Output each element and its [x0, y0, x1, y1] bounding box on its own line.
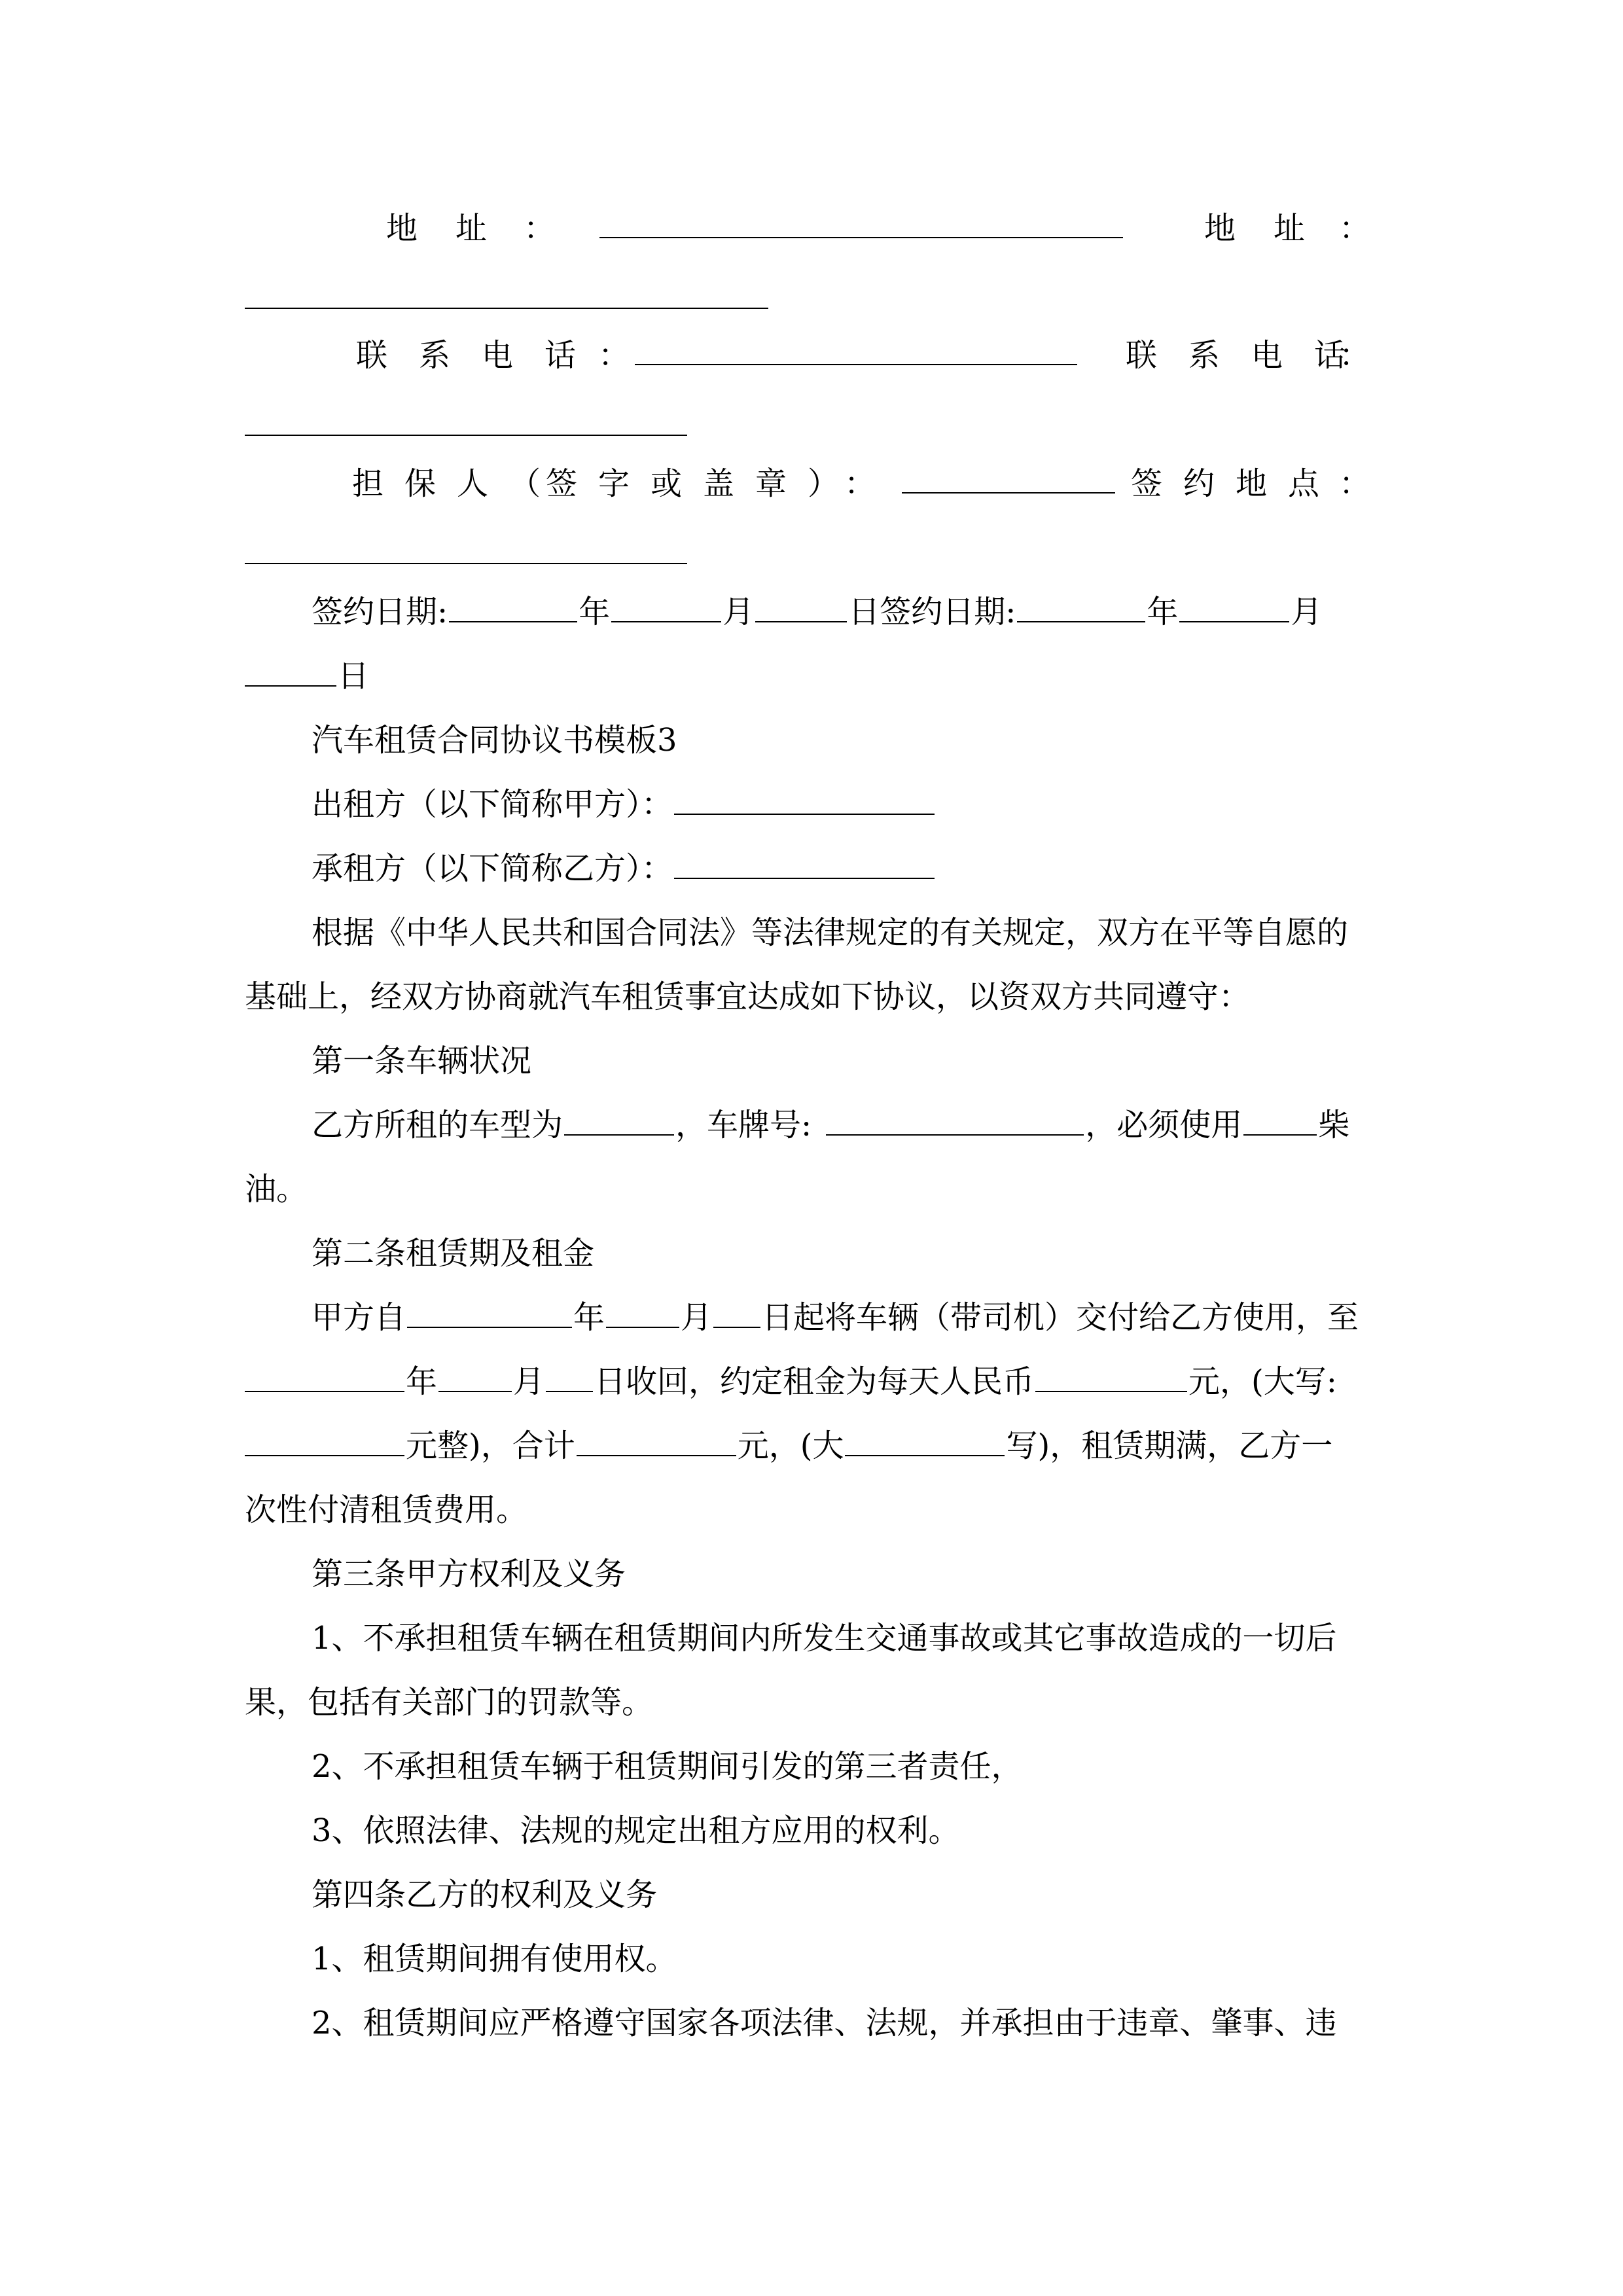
- phone-blank-continued: [245, 435, 687, 436]
- guar-blank: [902, 492, 1115, 493]
- guar-char: 保: [404, 465, 437, 502]
- lessee-label: 承租方（以下简称乙方）：: [312, 850, 673, 887]
- addr-blank: [599, 237, 1123, 238]
- year-label: 年: [1147, 594, 1179, 630]
- addr-char: 址: [1274, 210, 1306, 247]
- addr-char: ：: [524, 210, 556, 247]
- end-day-blank: [546, 1388, 593, 1392]
- article-1-title: 第一条车辆状况: [312, 1043, 532, 1079]
- phone-blank: [635, 364, 1077, 365]
- intro-line-1: 根据《中华人民共和国合同法》等法律规定的有关规定，双方在平等自愿的: [312, 914, 1349, 951]
- payment-text: 写)，租赁期满，乙方一: [1006, 1427, 1333, 1464]
- article-3-item-3: 3、依照法律、法规的规定出租方应用的权利。: [312, 1812, 960, 1849]
- guar-char: ）: [808, 465, 840, 502]
- day-blank: [755, 619, 847, 622]
- handover-text: 日起将车辆（带司机）交付给乙方使用，至: [762, 1299, 1359, 1336]
- sign-date-label: 日签约日期:: [848, 594, 1016, 630]
- total-blank: [577, 1452, 736, 1456]
- addr-char: 地: [386, 210, 418, 247]
- guar-char: 签: [546, 465, 578, 502]
- phone-char: 话: [544, 337, 577, 374]
- article-1-end: 油。: [245, 1171, 308, 1208]
- guar-char: （: [509, 465, 541, 502]
- sign-date-label: 签约日期:: [312, 594, 448, 630]
- lessee-row: [312, 836, 1378, 901]
- total-capital-label: 元，(大: [737, 1427, 844, 1464]
- phone-char: 系: [1188, 337, 1221, 374]
- month-label: 月: [1291, 594, 1323, 630]
- guar-char: 地: [1236, 465, 1268, 502]
- contract-heading: 汽车租赁合同协议书模板3: [312, 722, 677, 759]
- lessor-label: 出租方（以下简称甲方）：: [312, 786, 673, 823]
- guar-char: 章: [755, 465, 787, 502]
- article-4-item-1: 1、租赁期间拥有使用权。: [312, 1941, 677, 1977]
- year-label: 年: [573, 1299, 605, 1336]
- month-label: 月: [722, 594, 755, 630]
- year-label: 年: [579, 594, 611, 630]
- addr-blank-continued: [245, 308, 768, 309]
- guar-blank-continued: [245, 563, 687, 564]
- guar-char: 字: [598, 465, 630, 502]
- article-1-line: [312, 1093, 1378, 1157]
- article-4-item-2: 2、租赁期间应严格遵守国家各项法律、法规，并承担由于违章、肇事、违: [312, 2005, 1337, 2041]
- article-3-item-1: 1、不承担租赁车辆在租赁期间内所发生交通事故或其它事故造成的一切后: [312, 1620, 1337, 1657]
- fuel-blank: [1243, 1132, 1317, 1136]
- end-month-blank: [438, 1388, 512, 1392]
- start-year-blank: [407, 1324, 572, 1328]
- sign-date-row: [312, 580, 1378, 644]
- month-blank: [611, 619, 721, 622]
- daily-rent-blank: [1035, 1388, 1187, 1392]
- day-blank: [245, 683, 336, 687]
- total-label: 元整)，合计: [406, 1427, 575, 1464]
- year-blank: [1017, 619, 1145, 622]
- day-label: 日: [338, 658, 370, 694]
- article-3-item-1-cont: 果，包括有关部门的罚款等。: [245, 1684, 654, 1721]
- article-2-line-3: [245, 1414, 1378, 1478]
- guar-char: 人: [457, 465, 489, 502]
- addr-char: ：: [1339, 210, 1371, 247]
- phone-char: 联: [1126, 337, 1158, 374]
- article-2-line-4: 次性付清租赁费用。: [245, 1492, 528, 1528]
- guar-char: 点: [1288, 465, 1320, 502]
- phone-char: 系: [419, 337, 451, 374]
- article-4-title: 第四条乙方的权利及义务: [312, 1876, 658, 1913]
- fuel-type-label: 柴: [1318, 1107, 1350, 1143]
- start-month-blank: [606, 1324, 679, 1328]
- lessor-blank: [674, 811, 935, 815]
- plate-blank: [826, 1132, 1084, 1136]
- addr-char: 地: [1204, 210, 1236, 247]
- guar-char: ：: [844, 465, 876, 502]
- capital-label: 元，(大写:: [1188, 1363, 1337, 1400]
- guar-char: 担: [352, 465, 384, 502]
- article-2-line-1: [312, 1285, 1378, 1350]
- start-day-blank: [713, 1324, 760, 1328]
- lessor-row: [312, 772, 1378, 836]
- plate-label: ，车牌号:: [675, 1107, 812, 1143]
- guar-char: ：: [1339, 465, 1371, 502]
- phone-char: 联: [356, 337, 388, 374]
- guar-char: 约: [1183, 465, 1215, 502]
- end-year-blank: [245, 1388, 404, 1392]
- lessee-blank: [674, 875, 935, 879]
- month-label: 月: [513, 1363, 545, 1400]
- daily-rent-text: 日收回，约定租金为每天人民币: [594, 1363, 1035, 1400]
- fuel-label: ，必须使用: [1085, 1107, 1243, 1143]
- article-2-line-2: [245, 1350, 1378, 1414]
- month-label: 月: [681, 1299, 713, 1336]
- article-3-title: 第三条甲方权利及义务: [312, 1556, 626, 1592]
- phone-char: ：: [598, 337, 630, 374]
- guar-char: 签: [1131, 465, 1163, 502]
- address-row: [386, 196, 1371, 260]
- car-model-blank: [564, 1132, 674, 1136]
- phone-char: 电: [482, 337, 514, 374]
- total-capital-blank: [845, 1452, 1005, 1456]
- phone-char: 电: [1251, 337, 1283, 374]
- phone-char: ：: [1339, 337, 1371, 374]
- guarantor-row: [352, 452, 1371, 516]
- year-blank: [449, 619, 577, 622]
- guar-char: 或: [651, 465, 683, 502]
- addr-char: 址: [455, 210, 488, 247]
- sign-date-row-cont: [245, 644, 1378, 708]
- intro-line-2: 基础上，经双方协商就汽车租赁事宜达成如下协议，以资双方共同遵守：: [245, 978, 1251, 1015]
- article-3-item-2: 2、不承担租赁车辆于租赁期间引发的第三者责任，: [312, 1748, 1023, 1785]
- guar-char: 盖: [703, 465, 735, 502]
- capital-amount-blank: [245, 1452, 404, 1456]
- car-model-label: 乙方所租的车型为: [312, 1107, 563, 1143]
- from-label: 甲方自: [312, 1299, 406, 1336]
- month-blank: [1179, 619, 1289, 622]
- phone-row: [356, 323, 1371, 387]
- year-label: 年: [406, 1363, 438, 1400]
- article-2-title: 第二条租赁期及租金: [312, 1235, 595, 1272]
- phone-char: 话: [1314, 337, 1346, 374]
